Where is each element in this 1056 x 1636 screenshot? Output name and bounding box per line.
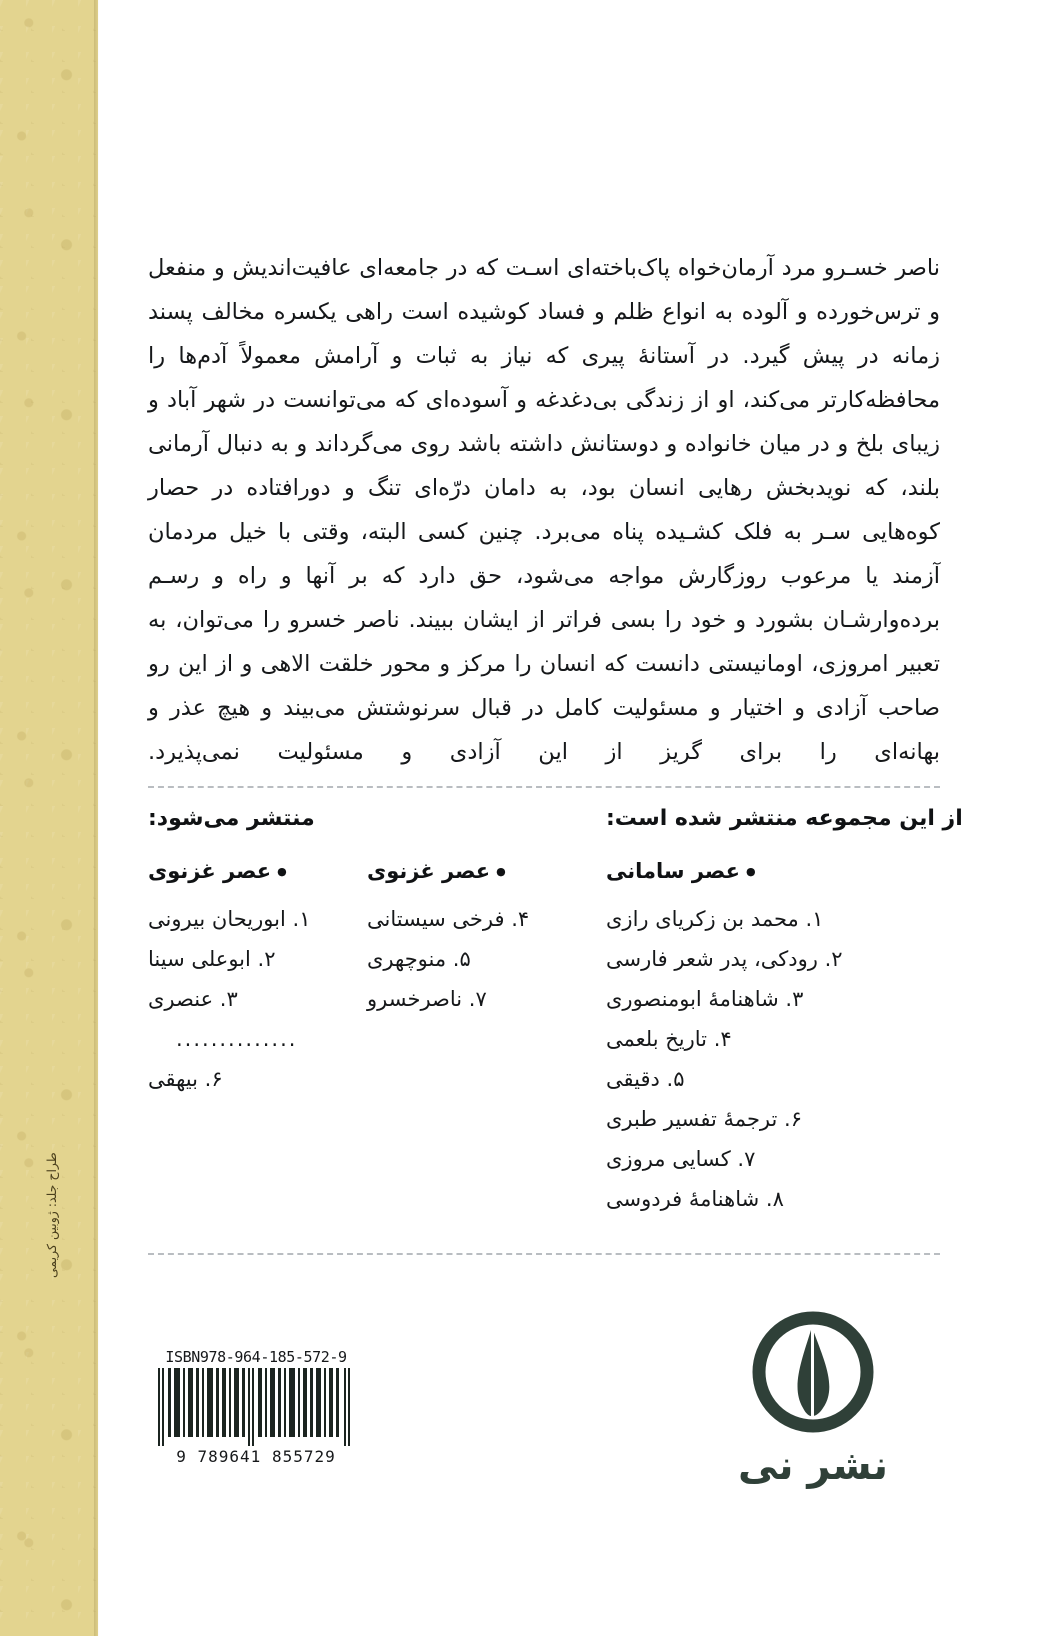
cover-designer-credit: طراح جلد: ژوبین کریمی <box>44 1152 59 1278</box>
forthcoming-heading: منتشر می‌شود: <box>148 806 315 831</box>
list-item: ۴. فرخی سیستانی <box>367 907 530 931</box>
list-item: ۸. شاهنامهٔ فردوسی <box>606 1187 784 1211</box>
list-item: ۵. منوچهری <box>367 947 471 971</box>
isbn-barcode <box>156 1348 356 1466</box>
list-column-published-ghaznavid <box>367 806 587 1019</box>
content-column <box>148 0 963 1636</box>
list-item: ۳. عنصری <box>148 987 238 1011</box>
list-item: ۷. ناصرخسرو <box>367 987 487 1011</box>
blurb-paragraph <box>148 246 940 774</box>
barcode-digits: 9 789641 855729 <box>176 1447 336 1466</box>
published-heading: از این مجموعه منتشر شده است: <box>606 806 963 831</box>
publisher-logo <box>708 1306 918 1489</box>
list-column-published-samanid <box>606 806 963 1219</box>
list-item: ۶. بیهقی <box>148 1067 223 1091</box>
list-item: ۳. شاهنامهٔ ابومنصوری <box>606 987 804 1011</box>
spine-edge-shadow <box>94 0 99 1636</box>
list-item: ۲. ابوعلی سینا <box>148 947 276 971</box>
list-item: ۶. ترجمهٔ تفسیر طبری <box>606 1107 802 1131</box>
list-item: ۲. رودکی، پدر شعر فارسی <box>606 947 843 971</box>
list-item: ۱. ابوریحان بیرونی <box>148 907 311 931</box>
series-lists <box>148 806 963 1219</box>
list-column-forthcoming <box>148 806 348 1099</box>
barcode-bars <box>158 1368 354 1446</box>
spine-strip <box>0 0 98 1636</box>
list-item: ۷. کسایی مروزی <box>606 1147 756 1171</box>
group-title-samanid: ● عصر سامانی <box>606 859 756 883</box>
list-ellipsis: .............. <box>176 1027 298 1051</box>
group-title-ghaznavid-forthcoming: ● عصر غزنوی <box>148 859 287 883</box>
publisher-name: نشر نی <box>737 1443 889 1489</box>
divider-top <box>148 786 940 788</box>
ney-leaf-circle-logo-icon <box>747 1306 879 1438</box>
list-item: ۵. دقیقی <box>606 1067 685 1091</box>
isbn-label: ISBN978-964-185-572-9 <box>165 1348 347 1366</box>
list-item: ۴. تاریخ بلعمی <box>606 1027 732 1051</box>
list-item: ۱. محمد بن زکریای رازی <box>606 907 824 931</box>
footer-zone <box>148 1290 940 1590</box>
divider-bottom <box>148 1253 940 1255</box>
group-title-ghaznavid-published: ● عصر غزنوی <box>367 859 506 883</box>
blurb-text: ناصر خسـرو مرد آرمان‌خواه پاک‌باخته‌ای اسـت که در جامعه‌ای عافیت‌اندیش و منفعل و ترس‌خورده و آلوده به انواع ظلم و فساد کوشیده است راهی یکسره مخالف پسند زمانه در پیش گیرد. در آستانهٔ پیری که نیاز به ثبات و آرامش معمولاً آدم‌ها را محافظه‌کارتر می‌کند، او از زندگی بی‌دغدغه و آسوده‌ای که می‌توانست در شهر آباد و زیبای بلخ و در میان خانواده و دوستانش داشته باشد روی می‌گرداند و به دنبال آرمانی بلند، که نویدبخش رهایی انسان بود، به دامان درّه‌ای تنگ و دورافتاده در حصار کوه‌هایی سـر به فلک کشـیده پناه می‌برد. چنین کسی البته، وقتی با خیل مردمان آزمند یا مرعوب روزگارش مواجه می‌شود، حق دارد که بر آنها و راه و رسـم برده‌وارشـان بشورد و خود را بسی فراتر از ایشان ببیند. ناصر خسرو را می‌توان، به تعبیر امروزی، اومانیستی دانست که انسان را مرکز و محور خلقت الاهی و از این رو صاحب آزادی و اختیار و مسئولیت کامل در قبال سرنوشتش می‌بیند و هیچ عذر و بهانه‌ای را برای گریز از این آزادی و مسئولیت نمی‌پذیرد. <box>148 255 940 765</box>
